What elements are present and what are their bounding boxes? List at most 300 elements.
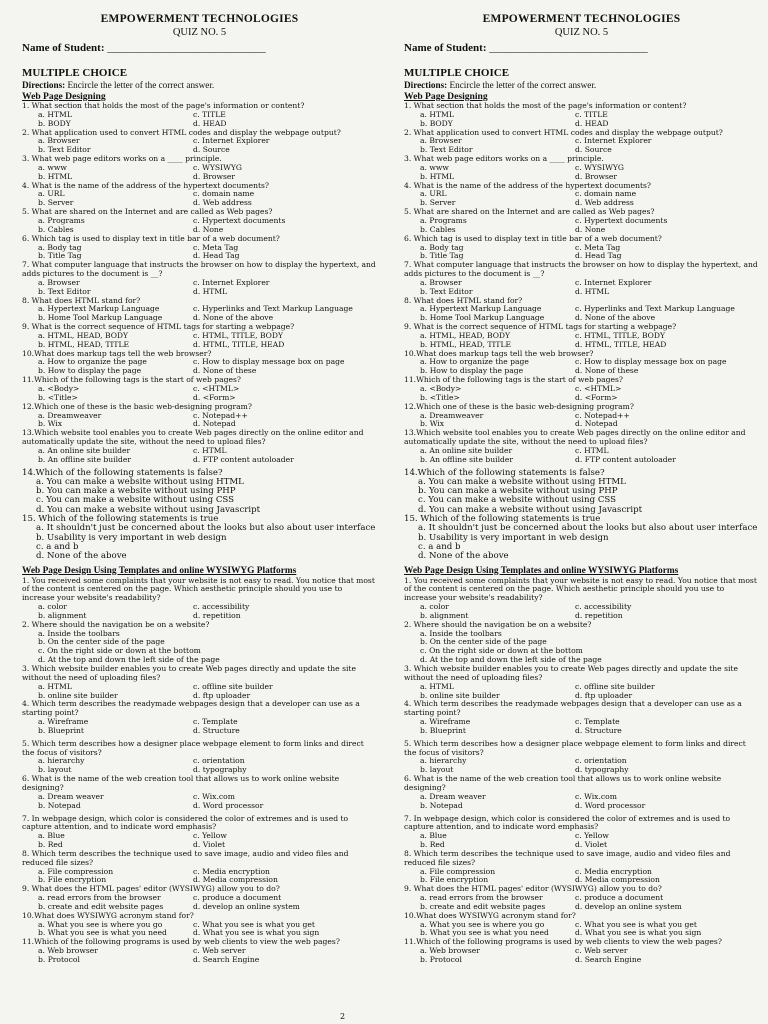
question-item [22,297,377,324]
option: b. Server [420,198,456,208]
option: a. How to organize the page [420,357,529,367]
question-text: 9. What does the HTML pages' editor (WYSIWYG) allow you to do? [22,884,280,894]
option: a. What you see is where you go [38,919,163,929]
question-item [404,700,759,735]
question-item [404,665,759,700]
option: d. None of the above [36,551,127,562]
option: a. color [420,602,449,612]
option: a. Blue [38,831,65,841]
directions-label: Directions: [22,80,66,90]
question-text: 10.What does markup tags tell the web browser? [404,348,594,358]
option: c. a and b [418,541,461,552]
question-text: 5. Which term describes how a designer place webpage element to form links and direct the focus of visitors? [404,738,746,757]
question-text: 9. What does the HTML pages' editor (WYSIWYG) allow you to do? [404,884,662,894]
option: c. You can make a website without using CSS [36,495,235,506]
option: b. HTML [420,171,455,181]
option: b. Title Tag [420,251,464,261]
option: b. alignment [38,610,87,620]
option-row [404,727,759,736]
question-text: 14.Which of the following statements is false? [22,467,223,478]
option: a. www [38,162,67,172]
option: c. accessibility [193,602,250,612]
part1-title: Web Page Designing [404,91,488,102]
option: d. None of these [193,366,257,376]
option: d. Media compression [193,875,278,885]
option: d. repetition [575,610,623,620]
option: b. Title Tag [38,251,82,261]
option: d. <Form> [575,392,618,402]
option: a. Dream weaver [420,791,486,801]
option: b. Wix [38,419,63,429]
option: b. What you see is what you need [420,928,549,938]
option: c. Media encryption [193,866,270,876]
option: d. HEAD [575,118,609,128]
question-item [404,885,759,912]
directions [22,80,377,91]
option: b. Notepad [38,800,81,810]
option: d. ftp uploader [575,690,633,700]
option: a. It shouldn't just be concerned about the looks but also about user interface [36,523,376,534]
option: d. Search Engine [575,955,642,964]
option: d. Source [575,145,612,155]
option: a. HTML [38,109,72,119]
option: d. None of the above [575,313,656,323]
option: d. HTML [575,286,610,296]
option: a. HTML, HEAD, BODY [420,330,511,340]
option: b. layout [38,765,72,775]
question-item [22,621,377,665]
question-text: 8. What does HTML stand for? [404,295,523,305]
option: d. Head Tag [575,251,622,261]
option: a. Body tag [38,242,82,252]
question-item [404,350,759,377]
option: b. On the center side of the page [420,637,547,647]
option: d. Web address [193,198,252,208]
question-item [404,740,759,775]
question-item [22,469,377,515]
question-item [22,376,377,403]
option: a. Blue [420,831,447,841]
option: c. Template [193,717,238,727]
part1-title: Web Page Designing [22,91,106,102]
option-row [22,727,377,736]
question-text: 13.Which website tool enables you to create Web pages directly on the online editor and automatically update the site, without the need to upload files? [404,428,746,447]
option: a. What you see is where you go [420,919,545,929]
option: c. What you see is what you get [575,919,697,929]
option: b. An offline site builder [420,454,513,464]
option: c. HTML [193,445,227,455]
question-item [404,515,759,561]
option: a. hierarchy [38,756,85,766]
question-item [404,577,759,621]
option: b. You can make a website without using PHP [36,486,236,497]
option: c. Notepad++ [575,410,630,420]
question-item [404,102,759,129]
option: d. Violet [575,840,608,850]
option-row [404,802,759,811]
option: a. Dreamweaver [38,410,102,420]
question-text: 7. In webpage design, which color is considered the color of extremes and is used to capture attention, and to indicate word emphasis? [22,813,349,832]
option: c. How to display message box on page [193,357,345,367]
option: b. Red [420,840,445,850]
question-item [22,740,377,775]
option: a. Inside the toolbars [38,628,120,638]
quiz-number: QUIZ NO. 5 [554,27,609,38]
option: b. Text Editor [420,145,473,155]
question-item [404,155,759,182]
option: b. Text Editor [38,286,91,296]
option-row [404,456,759,465]
option: c. Hyperlinks and Text Markup Language [575,304,735,314]
option: d. develop an online system [575,901,682,911]
quiz-column-left [22,12,377,965]
question-text: 11.Which of the following tags is the start of web pages? [404,375,623,385]
question-item [404,297,759,324]
option: b. File encryption [38,875,107,885]
option: a. It shouldn't just be concerned about the looks but also about user interface [418,523,758,534]
option: a. You can make a website without using HTML [36,476,244,487]
question-text: 11.Which of the following tags is the start of web pages? [22,375,241,385]
question-text: 3. What web page editors works on a ____ principle. [404,154,604,164]
option: c. domain name [193,189,255,199]
option: b. online site builder [38,690,118,700]
option: d. Source [193,145,230,155]
option: c. Wix.com [575,791,617,801]
option: c. Internet Explorer [193,136,270,146]
option: b. BODY [38,118,71,128]
option: c. How to display message box on page [575,357,727,367]
option: d. Structure [575,725,622,735]
option: b. On the center side of the page [38,637,165,647]
option: b. HTML [38,171,73,181]
directions-text: Encircle the letter of the correct answer. [449,80,597,90]
option: d. Media compression [575,875,660,885]
question-item [22,665,377,700]
question-item [22,323,377,350]
question-item [22,261,377,296]
option: a. Wireframe [420,717,471,727]
option-row [22,956,377,965]
option: d. None of the above [418,551,509,562]
option: d. typography [575,765,629,775]
student-name-row [404,41,759,55]
option: a. Wireframe [38,717,89,727]
option: d. FTP content autoloader [575,454,676,464]
question-text: 3. Which website builder enables you to create Web pages directly and update the site without the need of uploading files? [404,664,738,682]
student-name-line: _______________________________ [489,42,648,54]
option: a. File compression [38,866,114,876]
option: b. create and edit website pages [38,901,164,911]
option: a. Programs [38,215,85,225]
option: d. Search Engine [193,955,260,964]
option: b. You can make a website without using PHP [418,486,618,497]
option: d. HTML, TITLE, HEAD [575,339,667,349]
option: a. read errors from the browser [420,893,543,903]
question-text: 5. What are shared on the Internet and are called as Web pages? [404,207,655,217]
option: c. Yellow [575,831,609,841]
question-item [22,938,377,965]
question-text: 3. Which website builder enables you to create Web pages directly and update the site without the need of uploading files? [22,664,356,682]
option: d. Notepad [193,419,236,429]
option: b. layout [420,765,454,775]
option: b. <Title> [420,392,460,402]
option: c. a and b [36,541,79,552]
option: b. Wix [420,419,445,429]
option: b. Blueprint [38,725,84,735]
section-title: MULTIPLE CHOICE [404,67,510,79]
question-item [22,403,377,430]
option: b. alignment [420,610,469,620]
question-item [404,129,759,156]
option: d. Web address [575,198,634,208]
option: c. Hyperlinks and Text Markup Language [193,304,353,314]
quiz-column-right [404,12,759,965]
option: a. Browser [38,136,80,146]
directions-label: Directions: [404,80,448,90]
option: c. TITLE [575,109,608,119]
question-item [404,621,759,665]
option: b. HTML, HEAD, TITLE [38,339,130,349]
option: d. HEAD [193,118,227,128]
option: d. None of the above [193,313,274,323]
option: a. URL [38,189,65,199]
option-row [404,956,759,965]
option: a. An online site builder [420,445,513,455]
question-text: 8. What does HTML stand for? [22,295,141,305]
option: d. HTML, TITLE, HEAD [193,339,285,349]
question-item [22,208,377,235]
option: b. Usability is very important in web design [418,532,609,543]
option: d. ftp uploader [193,690,251,700]
question-text: 1. You received some complaints that your website is not easy to read. You notice that most of the content is centered on the page. Which aesthetic principle should you use to increase your website's readability? [22,575,375,603]
question-item [404,323,759,350]
option: a. How to organize the page [38,357,147,367]
option: a. Web browser [38,946,98,956]
option: d. repetition [193,610,241,620]
option-row [22,456,377,465]
option: d. <Form> [193,392,236,402]
question-item [22,577,377,621]
option: d. typography [193,765,247,775]
option: b. BODY [420,118,453,128]
question-text: 4. Which term describes the readymade webpages design that a developer can use as a starting point? [22,699,360,718]
option: c. TITLE [193,109,226,119]
option: a. Hypertext Markup Language [38,304,160,314]
option: c. Internet Explorer [575,136,652,146]
option: d. At the top and down the left side of the page [38,655,220,665]
question-item [22,235,377,262]
option: c. offline site builder [575,681,655,691]
option: a. <Body> [38,384,80,393]
option: d. Structure [193,725,240,735]
option: d. Violet [193,840,226,850]
option: c. Notepad++ [193,410,248,420]
option: a. HTML, HEAD, BODY [38,330,129,340]
option: b. online site builder [420,690,500,700]
option: b. Home Tool Markup Language [38,313,163,323]
option: b. Usability is very important in web design [36,532,227,543]
option: d. Word processor [575,800,646,810]
option: a. Web browser [420,946,480,956]
option: a. read errors from the browser [38,893,161,903]
question-text: 15. Which of the following statements is true [404,514,601,525]
option: c. Yellow [193,831,227,841]
question-text: 1. You received some complaints that your website is not easy to read. You notice that most of the content is centered on the page. Which aesthetic principle should you use to increase your website's readability? [404,575,757,603]
option: c. HTML [575,445,609,455]
option: c. HTML, TITLE, BODY [193,330,284,340]
option: b. Cables [38,224,74,234]
option: b. How to display the page [420,366,524,376]
question-item [22,102,377,129]
option: b. Protocol [38,955,80,964]
option-row [22,802,377,811]
question-item [22,350,377,377]
page-mark: 2 [340,1012,346,1021]
question-item [404,376,759,403]
option: a. You can make a website without using HTML [418,476,626,487]
option: a. <Body> [420,384,462,393]
option: c. HTML, TITLE, BODY [575,330,666,340]
option: c. accessibility [575,602,632,612]
question-item [404,182,759,209]
option: d. Browser [193,171,235,181]
question-text: 13.Which website tool enables you to create Web pages directly on the online editor and automatically update the site, without the need to upload files? [22,428,364,447]
option: a. Browser [420,136,462,146]
question-item [404,912,759,939]
option: a. HTML [420,109,454,119]
question-item [404,938,759,965]
option: c. <HTML> [575,384,622,393]
option: d. You can make a website without using Javascript [36,504,261,515]
option: c. Internet Explorer [193,277,270,287]
option: a. HTML [420,681,454,691]
option: a. Dream weaver [38,791,104,801]
option: c. Internet Explorer [575,277,652,287]
question-item [22,429,377,464]
option: b. An offline site builder [38,454,131,464]
part2-title: Web Page Design Using Templates and online WYSIWYG Platforms [22,565,297,576]
option: d. Browser [575,171,617,181]
option: b. Text Editor [420,286,473,296]
option: c. Meta Tag [193,242,239,252]
option: c. WYSIWYG [575,162,624,172]
option: b. Text Editor [38,145,91,155]
option: a. www [420,162,449,172]
question-text: 14.Which of the following statements is false? [404,467,605,478]
option: d. HTML [193,286,228,296]
option: d. None [575,224,606,234]
option: c. On the right side or down at the bottom [38,646,201,656]
question-text: 15. Which of the following statements is true [22,514,219,525]
question-item [404,815,759,850]
question-text: 7. What computer language that instructs the browser on how to display the hypertext, and adds pictures to the document is __? [404,260,758,279]
question-text: 3. What web page editors works on a ____ principle. [22,154,222,164]
option: c. WYSIWYG [193,162,242,172]
quiz-title: EMPOWERMENT TECHNOLOGIES [100,13,299,25]
option: d. What you see is what you sign [575,928,702,938]
option: a. File compression [420,866,496,876]
option: c. orientation [575,756,627,766]
section-title: MULTIPLE CHOICE [22,67,128,79]
option: b. What you see is what you need [38,928,167,938]
option: c. On the right side or down at the bottom [420,646,583,656]
option: c. Template [575,717,620,727]
question-item [404,235,759,262]
option: c. What you see is what you get [193,919,315,929]
question-text: 2. Where should the navigation be on a website? [22,619,210,629]
question-text: 8. Which term describes the technique used to save image, audio and video files and reduced file sizes? [404,848,731,867]
question-text: 6. What is the name of the web creation tool that allows us to work online website designing? [22,774,340,792]
question-text: 11.Which of the following programs is used by web clients to view the web pages? [22,937,340,947]
question-item [404,208,759,235]
option: d. None [193,224,224,234]
option: a. hierarchy [420,756,467,766]
question-text: 10.What does WYSIWYG acronym stand for? [22,910,194,920]
question-item [22,850,377,885]
option: c. offline site builder [193,681,273,691]
option: b. Protocol [420,955,462,964]
option: a. Hypertext Markup Language [420,304,542,314]
option: b. HTML, HEAD, TITLE [420,339,512,349]
student-name-row [22,41,377,55]
question-item [404,429,759,464]
student-name-label: Name of Student: [22,42,105,54]
option: d. At the top and down the left side of the page [420,655,602,665]
option: d. Word processor [193,800,264,810]
question-item [404,469,759,515]
question-item [22,155,377,182]
option: b. Red [38,840,63,850]
question-text: 5. Which term describes how a designer place webpage element to form links and direct the focus of visitors? [22,738,364,757]
option: d. You can make a website without using Javascript [418,504,643,515]
option: c. domain name [575,189,637,199]
question-text: 9. What is the correct sequence of HTML tags for starting a webpage? [404,322,677,332]
option: c. Hypertext documents [193,215,286,225]
question-text: 4. Which term describes the readymade webpages design that a developer can use as a starting point? [404,699,742,718]
question-text: 1. What section that holds the most of the page's information or content? [22,101,305,110]
question-text: 7. In webpage design, which color is considered the color of extremes and is used to capture attention, and to indicate word emphasis? [404,813,731,832]
option: c. Wix.com [193,791,235,801]
option: a. Browser [420,277,462,287]
question-item [22,700,377,735]
question-item [404,261,759,296]
question-item [22,775,377,810]
question-text: 1. What section that holds the most of the page's information or content? [404,101,687,110]
option: c. You can make a website without using CSS [418,495,617,506]
question-text: 6. What is the name of the web creation tool that allows us to work online website designing? [404,774,722,792]
option: b. Cables [420,224,456,234]
option: b. create and edit website pages [420,901,546,911]
question-text: 5. What are shared on the Internet and are called as Web pages? [22,207,273,217]
question-text: 10.What does WYSIWYG acronym stand for? [404,910,576,920]
option: c. Hypertext documents [575,215,668,225]
option: a. Programs [420,215,467,225]
question-item [22,912,377,939]
question-item [404,850,759,885]
option: d. Notepad [575,419,618,429]
question-text: 4. What is the name of the address of the hypertext documents? [404,180,651,190]
question-text: 7. What computer language that instructs the browser on how to display the hypertext, and adds pictures to the document is __? [22,260,376,279]
option: c. Web server [193,946,246,956]
option: b. <Title> [38,392,78,402]
option: c. <HTML> [193,384,240,393]
option: a. Dreamweaver [420,410,484,420]
option: c. Media encryption [575,866,652,876]
question-item [22,885,377,912]
option: d. None of these [575,366,639,376]
option: b. Server [38,198,74,208]
question-text: 2. What application used to convert HTML codes and display the webpage output? [404,127,723,137]
